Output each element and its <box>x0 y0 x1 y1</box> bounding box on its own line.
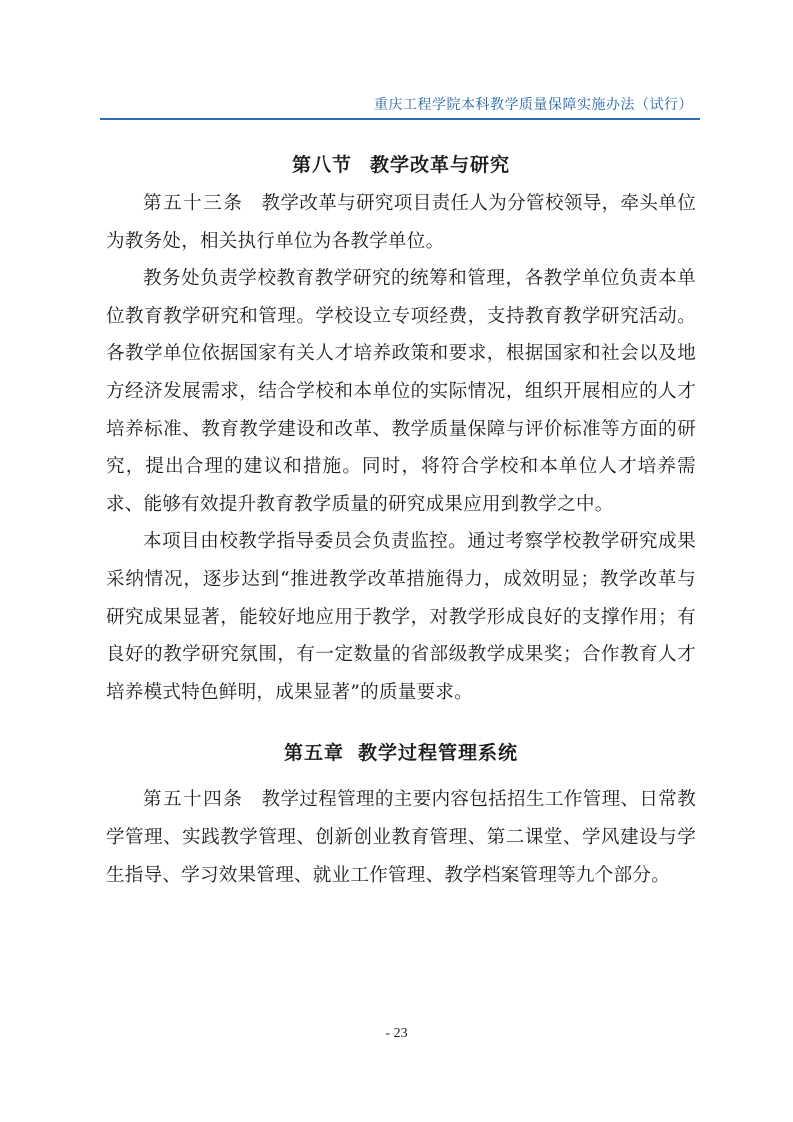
document-header-title: 重庆工程学院本科教学质量保障实施办法（试行） <box>374 97 693 113</box>
article-53-paragraph <box>106 185 696 260</box>
article-54-text: 教学过程管理的主要内容包括招生工作管理、日常教学管理、实践教学管理、创新创业教育管理、第二课堂、学风建设与学生指导、学习效果管理、就业工作管理、教学档案管理等九个部分。 <box>106 789 696 886</box>
chapter-title: 教学过程管理系统 <box>358 742 519 765</box>
article-54-label: 第五十四条 <box>143 789 244 811</box>
section-number: 第八节 <box>291 154 352 176</box>
article-53-text: 教学改革与研究项目责任人为分管校领导，牵头单位为教务处，相关执行单位为各教学单位。 <box>106 193 696 252</box>
section-heading <box>106 145 696 185</box>
page-number: - 23 <box>385 1026 408 1041</box>
header-divider <box>100 118 700 120</box>
body-paragraph: 本项目由校教学指导委员会负责监控。通过考察学校教学研究成果采纳情况，逐步达到“推进教学改革措施得力，成效明显；教学改革与研究成果显著，能较好地应用于教学，对教学形成良好的支撑作用；有良好的教学研究氛围，有一定数量的省部级教学成果奖；合作教育人才培养模式特色鲜明，成果显著”的质量要求。 <box>106 531 696 703</box>
chapter-heading <box>106 733 696 773</box>
article-53-label: 第五十三条 <box>143 193 244 214</box>
section-title: 教学改革与研究 <box>370 154 511 176</box>
body-paragraph: 教务处负责学校教育教学研究的统筹和管理，各教学单位负责本单位教育教学研究和管理。学校设立专项经费，支持教育教学研究活动。各教学单位依据国家有关人才培养政策和要求，根据国家和社会以及地方经济发展需求，结合学校和本单位的实际情况，组织开展相应的人才培养标准、教育教学建设和改革、教学质量保障与评价标准等方面的研究，提出合理的建议和措施。同时，将符合学校和本单位人才培养需求、能够有效提升教育教学质量的研究成果应用到教学之中。 <box>106 268 696 515</box>
page-body <box>106 145 696 894</box>
chapter-number: 第五章 <box>283 742 344 765</box>
article-54-paragraph <box>106 781 696 894</box>
